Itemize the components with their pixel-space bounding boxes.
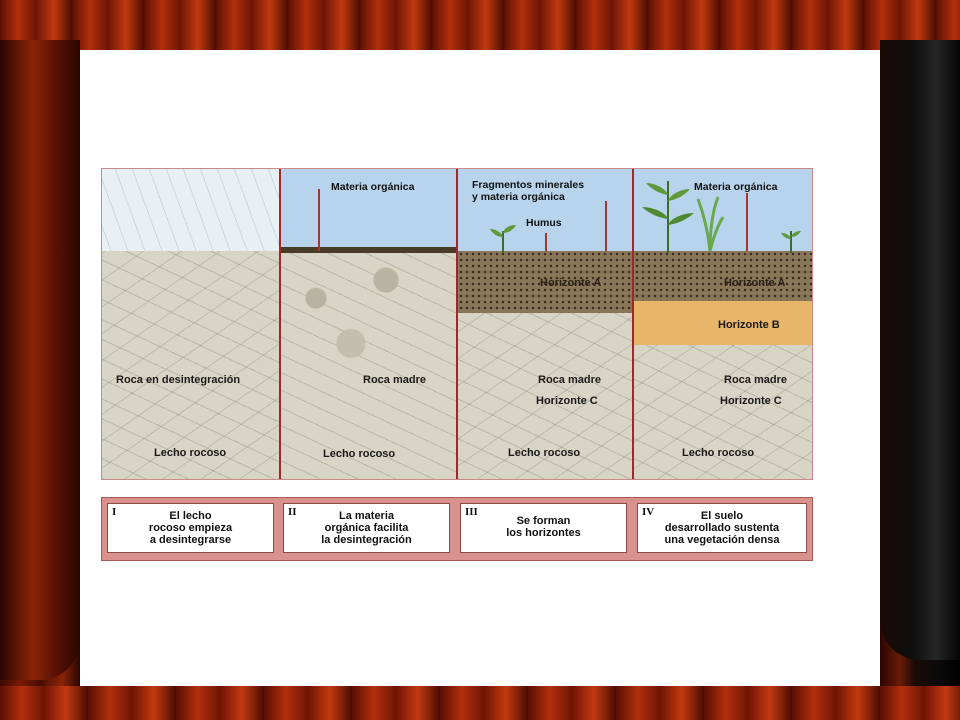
plant-icon — [640, 175, 696, 253]
caption-box-2 — [283, 503, 450, 553]
caption-box-3 — [460, 503, 627, 553]
curtain-bottom — [0, 686, 960, 720]
label-horizon-a: Horizonte A — [724, 277, 786, 289]
panel-3 — [458, 169, 632, 479]
panel-divider — [279, 169, 281, 479]
topsoil-layer — [634, 251, 812, 301]
label-horizon-c: Horizonte C — [720, 395, 782, 407]
caption-text: La materia orgánica facilita la desintegración — [321, 510, 412, 546]
label-bedrock: Lecho rocoso — [154, 447, 227, 459]
ground — [102, 251, 279, 479]
stage-number: III — [465, 506, 478, 518]
right-curtain-drape — [880, 40, 960, 660]
panel-2 — [281, 169, 456, 479]
bedrock-layer — [281, 253, 456, 479]
label-bedrock: Lecho rocoso — [682, 447, 755, 459]
humus-leader-line — [545, 233, 547, 251]
panel-divider — [632, 169, 634, 479]
stage-number: I — [112, 506, 117, 518]
caption-box-4 — [637, 503, 807, 553]
tag-organic-matter: Materia orgánica — [331, 181, 415, 193]
stage-number: II — [288, 506, 297, 518]
leader-line — [318, 189, 320, 251]
bedrock-layer — [102, 251, 279, 479]
panel-1 — [102, 169, 279, 479]
label-horizon-a: Horizonte A — [540, 277, 602, 289]
panel-4 — [634, 169, 812, 479]
tag-minerals-organic: Fragmentos minerales y materia orgánica — [472, 179, 585, 203]
rain-sky — [102, 169, 279, 251]
tag-organic-matter: Materia orgánica — [694, 181, 778, 193]
label-parent-rock: Roca madre — [363, 374, 426, 386]
label-parent-rock: Roca madre — [538, 374, 601, 386]
label-bedrock: Lecho rocoso — [508, 447, 581, 459]
ground — [281, 251, 456, 479]
label-disintegrating-rock: Roca en desintegración — [116, 374, 241, 386]
label-bedrock: Lecho rocoso — [323, 448, 396, 460]
left-curtain-drape — [0, 40, 80, 680]
caption-strip — [101, 497, 813, 561]
caption-box-1 — [107, 503, 274, 553]
stage-number: IV — [642, 506, 655, 518]
label-horizon-c: Horizonte C — [536, 395, 598, 407]
seedling-icon — [488, 219, 518, 253]
grass-icon — [696, 195, 724, 251]
sprout-icon — [780, 227, 802, 253]
curtain-valance — [0, 0, 960, 52]
leader-line — [605, 201, 607, 251]
soil-formation-diagram — [101, 168, 813, 480]
caption-text: El lecho rocoso empieza a desintegrarse — [148, 510, 233, 546]
leader-line — [746, 189, 748, 251]
label-parent-rock: Roca madre — [724, 374, 787, 386]
caption-text: Se forman los horizontes — [506, 515, 581, 539]
panel-divider — [456, 169, 458, 479]
tag-humus: Humus — [526, 217, 562, 229]
label-horizon-b: Horizonte B — [718, 319, 780, 331]
caption-text: El suelo desarrollado sustenta una vegetación densa — [664, 510, 780, 546]
